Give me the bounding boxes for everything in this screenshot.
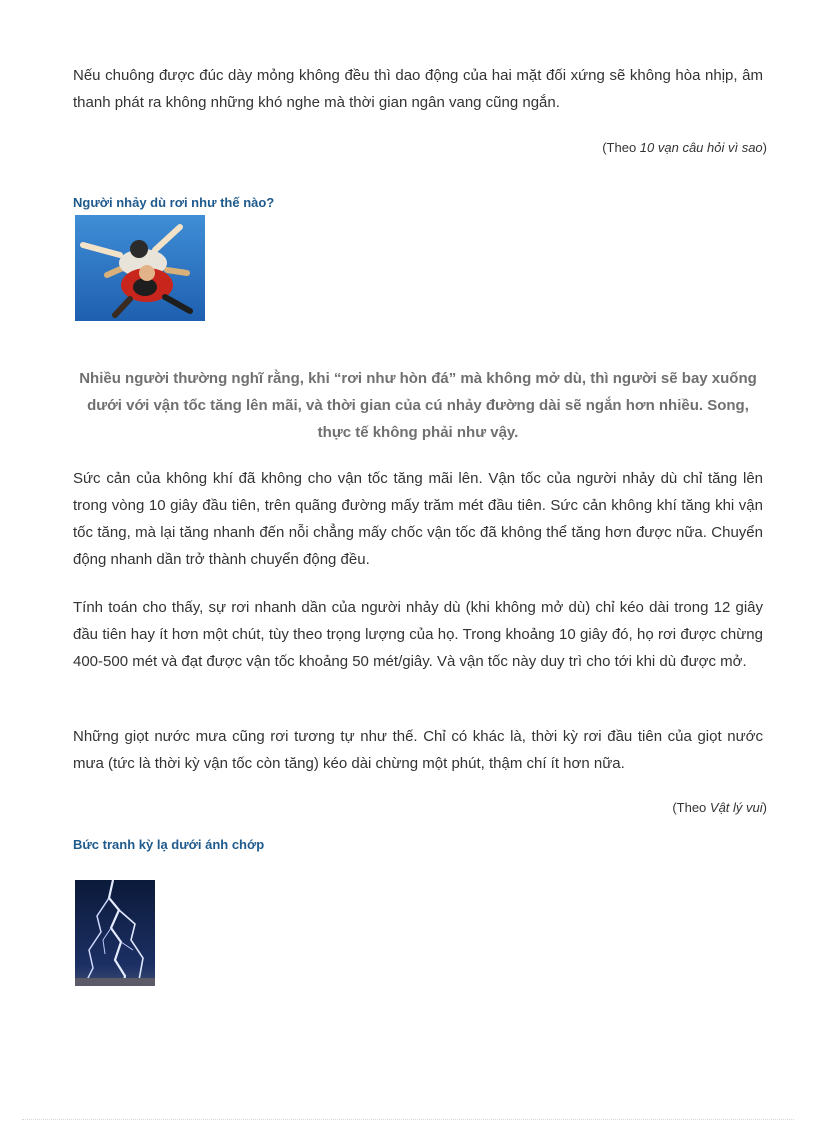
skydiver-lead: Nhiều người thường nghĩ rằng, khi “rơi như hòn đá” mà không mở dù, thì người sẽ bay xuống dưới với vận tốc tăng lên mãi, và thời gian của cú nhảy đường dài sẽ ngắn hơn nhiều. Song, thực tế không phải như vậy. <box>79 370 757 441</box>
source-citation-1: (Theo 10 vạn câu hỏi vì sao) <box>602 140 767 155</box>
lightning-heading: Bức tranh kỳ lạ dưới ánh chớp <box>73 837 265 852</box>
skydiver-paragraph-2: Tính toán cho thấy, sự rơi nhanh dần của người nhảy dù (khi không mở dù) chỉ kéo dài trong 12 giây đầu tiên hay ít hơn một chút, tùy theo trọng lượng của họ. Trong khoảng 10 giây đó, họ rơi được chừng 400-500 mét và đạt được vận tốc khoảng 50 mét/giây. Và vận tốc này duy trì cho tới khi dù được mở. <box>73 599 763 670</box>
skydiver-paragraph-3: Những giọt nước mưa cũng rơi tương tự như thế. Chỉ có khác là, thời kỳ rơi đầu tiên của giọt nước mưa (tức là thời kỳ vận tốc còn tăng) kéo dài chừng một phút, thậm chí ít hơn nữa. <box>73 728 763 772</box>
page-bottom-divider <box>22 1119 794 1120</box>
lightning-photo <box>75 880 155 986</box>
skydiver-heading: Người nhảy dù rơi như thế nào? <box>73 195 275 210</box>
bell-paragraph: Nếu chuông được đúc dày mỏng không đều thì dao động của hai mặt đối xứng sẽ không hòa nhịp, âm thanh phát ra không những khó nghe mà thời gian ngân vang cũng ngắn. <box>73 67 763 111</box>
skydiver-paragraph-1: Sức cản của không khí đã không cho vận tốc tăng mãi lên. Vận tốc của người nhảy dù chỉ tăng lên trong vòng 10 giây đầu tiên, trên quãng đường mấy trăm mét đầu tiên. Sức cản không khí tăng khi vận tốc tăng, mà lại tăng nhanh đến nỗi chẳng mấy chốc vận tốc đã không thể tăng hơn được nữa. Chuyển động nhanh dần trở thành chuyển động đều. <box>73 470 763 568</box>
source-citation-2: (Theo Vật lý vui) <box>672 800 767 815</box>
skydivers-photo <box>75 215 205 321</box>
